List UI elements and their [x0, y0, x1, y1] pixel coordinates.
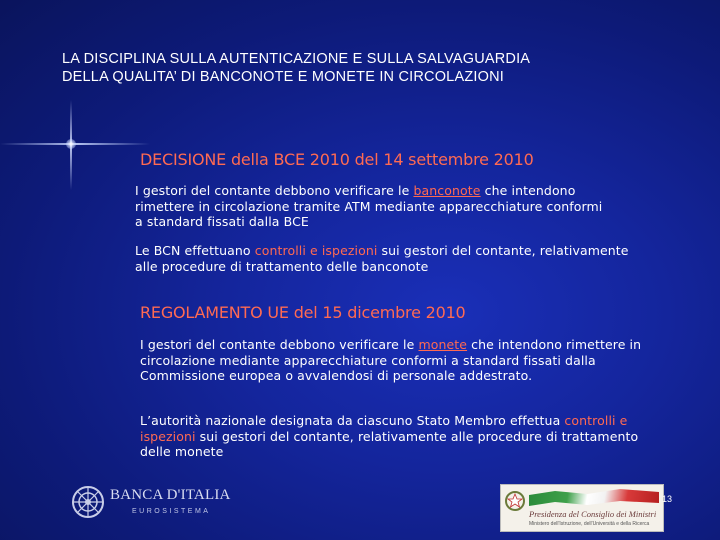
- section2-p1-text-a: I gestori del contante debbono verificare le: [140, 337, 419, 352]
- banconote-link[interactable]: banconote: [413, 183, 481, 198]
- section1-p1-text-b: che intendono rimettere in circolazione tramite ATM mediante apparecchiature conformi a standard fissati dalla BCE: [135, 183, 603, 229]
- section1-p2-text-a: Le BCN effettuano: [135, 243, 255, 258]
- section1-p2-text-b: sui gestori del contante, relativamente alle procedure di trattamento delle banconote: [135, 243, 629, 274]
- sparkle-icon: [66, 139, 76, 149]
- slide-title-line2: DELLA QUALITA’ DI BANCONOTE E MONETE IN CIRCOLAZIONI: [62, 69, 504, 85]
- section1-p1-text-a: I gestori del contante debbono verificare le: [135, 183, 414, 198]
- banca-italia-emblem-icon: [70, 483, 106, 521]
- bank-subtitle: EUROSISTEMA: [132, 508, 211, 515]
- section2-paragraph2: [140, 413, 650, 460]
- slide-title: [62, 50, 702, 86]
- section2-p2-text-b: sui gestori del contante, relativamente alle procedure di trattamento delle monete: [140, 428, 639, 459]
- section2-p1-text-b: che intendono rimettere in circolazione mediante apparecchiature conformi a standard fissati dalla Commissione europea o avvalendosi di personale addestrato.: [140, 337, 642, 383]
- slide-title-line1: LA DISCIPLINA SULLA AUTENTICAZIONE E SULLA SALVAGUARDIA: [62, 51, 531, 67]
- section1-highlight: controlli e ispezioni: [254, 243, 378, 258]
- section1-heading: DECISIONE della BCE 2010 del 14 settembre 2010: [140, 150, 534, 169]
- section1-paragraph1: [135, 183, 605, 230]
- presidenza-text: Presidenza del Consiglio dei Ministri: [529, 509, 657, 519]
- section1-paragraph2: [135, 243, 635, 274]
- section2-highlight: controlli e ispezioni: [140, 413, 628, 444]
- italian-republic-emblem-icon: [504, 488, 526, 514]
- section2-paragraph1: [140, 337, 670, 384]
- italian-flag-ribbon: [529, 487, 659, 507]
- banca-italia-logo: [70, 483, 270, 523]
- ministero-text: Ministero dell'Istruzione, dell'Università e della Ricerca: [529, 521, 650, 527]
- section2-heading: REGOLAMENTO UE del 15 dicembre 2010: [140, 303, 466, 322]
- bank-name: BANCA D'ITALIA: [110, 487, 231, 503]
- section2-p2-text-a: L’autorità nazionale designata da ciascuno Stato Membro effettua: [140, 413, 565, 428]
- presidenza-logo: [500, 484, 664, 532]
- monete-link[interactable]: monete: [418, 337, 468, 352]
- page-number: 13: [662, 494, 673, 504]
